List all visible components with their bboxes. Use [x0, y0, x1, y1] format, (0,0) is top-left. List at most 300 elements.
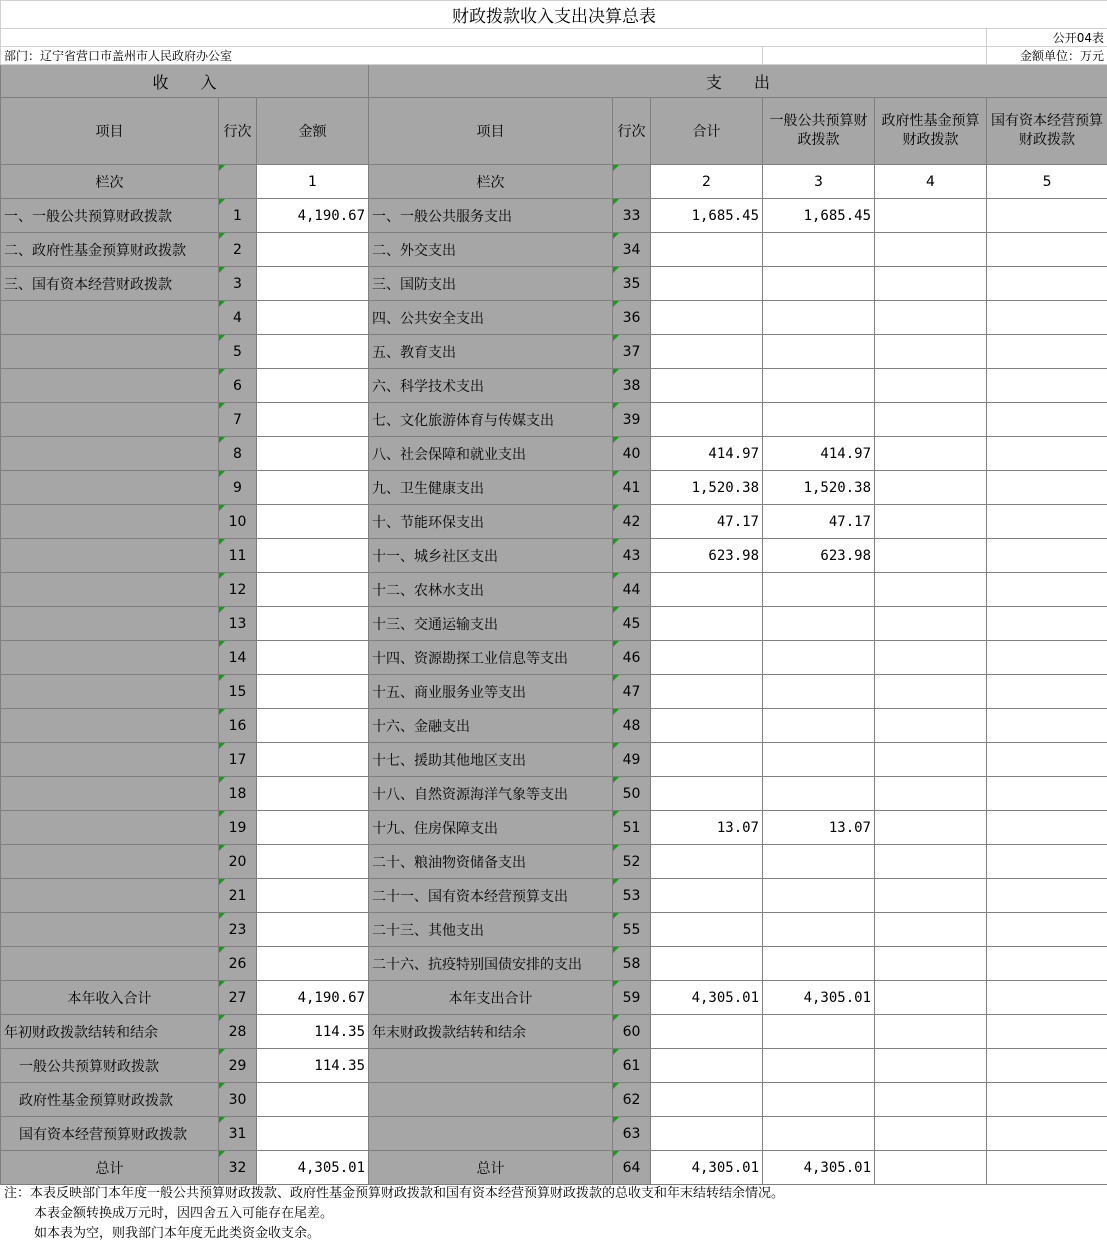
gov-fund-cell — [875, 369, 987, 403]
gov-fund-cell — [875, 845, 987, 879]
summary-row — [1, 1049, 1107, 1083]
income-row-no-cell: 3 — [219, 267, 257, 301]
expense-item-cell: 七、文化旅游体育与传媒支出 — [369, 403, 613, 437]
income-item-cell — [1, 709, 219, 743]
income-amount-cell — [257, 267, 369, 301]
expense-item-header: 项目 — [369, 98, 613, 165]
gov-fund-cell — [875, 607, 987, 641]
summary-expense-item-cell — [369, 1117, 613, 1151]
note-line: 本表金额转换成万元时，因四舍五入可能存在尾差。 — [34, 1206, 334, 1221]
expense-row-no-cell: 39 — [613, 403, 651, 437]
income-row-no-cell: 7 — [219, 403, 257, 437]
general-budget-cell — [763, 845, 875, 879]
summary-expense-item-cell: 总计 — [369, 1151, 613, 1185]
table-row — [1, 267, 1107, 301]
expense-total-cell — [651, 947, 763, 981]
table-row — [1, 777, 1107, 811]
income-item-cell — [1, 845, 219, 879]
expense-total-cell: 13.07 — [651, 811, 763, 845]
expense-row-no-cell: 43 — [613, 539, 651, 573]
summary-income-row-no-cell: 27 — [219, 981, 257, 1015]
summary-gov-fund-cell — [875, 981, 987, 1015]
income-row-no-cell: 11 — [219, 539, 257, 573]
form-code: 公开04表 — [987, 29, 1107, 47]
expense-row-no-cell: 37 — [613, 335, 651, 369]
expense-row-no-cell: 42 — [613, 505, 651, 539]
state-capital-cell — [987, 267, 1107, 301]
expense-total-cell: 1,685.45 — [651, 199, 763, 233]
expense-row-no-cell: 53 — [613, 879, 651, 913]
income-row-no-cell: 18 — [219, 777, 257, 811]
summary-income-item-cell: 总计 — [1, 1151, 219, 1185]
expense-row-no-cell: 41 — [613, 471, 651, 505]
expense-item-cell: 十、节能环保支出 — [369, 505, 613, 539]
summary-total-cell — [651, 1015, 763, 1049]
state-capital-cell — [987, 471, 1107, 505]
state-capital-cell — [987, 743, 1107, 777]
gov-fund-cell — [875, 777, 987, 811]
expense-row-no-cell: 46 — [613, 641, 651, 675]
income-row-no-cell: 2 — [219, 233, 257, 267]
income-row-no-cell: 14 — [219, 641, 257, 675]
expense-row-no-cell: 47 — [613, 675, 651, 709]
income-item-cell — [1, 879, 219, 913]
expense-item-cell: 六、科学技术支出 — [369, 369, 613, 403]
column-index-label: 栏次 — [1, 165, 219, 199]
income-amount-cell — [257, 947, 369, 981]
total-header: 合计 — [651, 98, 763, 165]
notes — [4, 1184, 1104, 1243]
income-item-cell: 二、政府性基金预算财政拨款 — [1, 233, 219, 267]
general-budget-cell — [763, 743, 875, 777]
state-capital-cell — [987, 879, 1107, 913]
income-row-no-cell: 20 — [219, 845, 257, 879]
summary-state-capital-cell — [987, 981, 1107, 1015]
income-amount-cell — [257, 335, 369, 369]
table-row — [1, 369, 1107, 403]
summary-expense-item-cell — [369, 1049, 613, 1083]
expense-item-cell: 二十三、其他支出 — [369, 913, 613, 947]
summary-expense-row-no-cell: 64 — [613, 1151, 651, 1185]
note-line: 如本表为空，则我部门本年度无此类资金收支余。 — [34, 1226, 321, 1241]
expense-row-no-cell: 51 — [613, 811, 651, 845]
income-amount-cell — [257, 437, 369, 471]
summary-gov-fund-cell — [875, 1151, 987, 1185]
state-capital-cell — [987, 233, 1107, 267]
income-item-cell — [1, 335, 219, 369]
expense-item-cell: 一、一般公共服务支出 — [369, 199, 613, 233]
expense-total-cell — [651, 573, 763, 607]
income-item-header: 项目 — [1, 98, 219, 165]
income-row-no-cell: 8 — [219, 437, 257, 471]
summary-state-capital-cell — [987, 1015, 1107, 1049]
expense-row-no-cell: 33 — [613, 199, 651, 233]
state-capital-cell — [987, 811, 1107, 845]
expense-item-cell: 三、国防支出 — [369, 267, 613, 301]
summary-gov-fund-cell — [875, 1049, 987, 1083]
income-item-cell — [1, 811, 219, 845]
expense-item-cell: 十二、农林水支出 — [369, 573, 613, 607]
general-budget-cell — [763, 777, 875, 811]
expense-item-cell: 十一、城乡社区支出 — [369, 539, 613, 573]
summary-expense-row-no-cell: 61 — [613, 1049, 651, 1083]
page-title: 财政拨款收入支出决算总表 — [1, 1, 1107, 29]
income-item-cell — [1, 573, 219, 607]
summary-row — [1, 1083, 1107, 1117]
gov-fund-cell — [875, 199, 987, 233]
summary-expense-item-cell — [369, 1083, 613, 1117]
summary-expense-row-no-cell: 59 — [613, 981, 651, 1015]
income-amount-cell — [257, 913, 369, 947]
state-capital-cell — [987, 913, 1107, 947]
expense-section-header: 支 出 — [369, 65, 1107, 98]
income-row-no-cell: 19 — [219, 811, 257, 845]
state-capital-cell — [987, 539, 1107, 573]
income-amount-cell — [257, 811, 369, 845]
summary-total-cell: 4,305.01 — [651, 981, 763, 1015]
summary-general-budget-cell: 4,305.01 — [763, 981, 875, 1015]
summary-row — [1, 981, 1107, 1015]
income-amount-cell — [257, 675, 369, 709]
table-row — [1, 233, 1107, 267]
income-item-cell — [1, 369, 219, 403]
summary-general-budget-cell — [763, 1049, 875, 1083]
expense-total-cell — [651, 743, 763, 777]
gov-fund-cell — [875, 913, 987, 947]
expense-total-cell — [651, 913, 763, 947]
income-row-no-cell: 10 — [219, 505, 257, 539]
income-section-header: 收 入 — [1, 65, 369, 98]
gov-fund-cell — [875, 233, 987, 267]
expense-row-no-cell: 40 — [613, 437, 651, 471]
summary-general-budget-cell — [763, 1117, 875, 1151]
state-capital-cell — [987, 777, 1107, 811]
income-row-no-cell: 1 — [219, 199, 257, 233]
summary-gov-fund-cell — [875, 1083, 987, 1117]
table-row — [1, 335, 1107, 369]
income-row-no-cell: 26 — [219, 947, 257, 981]
expense-total-cell: 414.97 — [651, 437, 763, 471]
gov-fund-cell — [875, 675, 987, 709]
expense-total-cell — [651, 267, 763, 301]
summary-row — [1, 1151, 1107, 1185]
table-row — [1, 607, 1107, 641]
expense-item-cell: 十六、金融支出 — [369, 709, 613, 743]
expense-total-cell — [651, 641, 763, 675]
table-row — [1, 947, 1107, 981]
summary-income-amount-cell: 4,190.67 — [257, 981, 369, 1015]
income-item-cell — [1, 403, 219, 437]
summary-income-row-no-cell: 29 — [219, 1049, 257, 1083]
summary-income-amount-cell — [257, 1083, 369, 1117]
summary-expense-item-cell: 本年支出合计 — [369, 981, 613, 1015]
gov-fund-cell — [875, 335, 987, 369]
column-index-5: 5 — [987, 165, 1107, 199]
table-row — [1, 437, 1107, 471]
summary-state-capital-cell — [987, 1117, 1107, 1151]
state-capital-header: 国有资本经营预算财政拨款 — [987, 98, 1107, 165]
summary-state-capital-cell — [987, 1151, 1107, 1185]
summary-gov-fund-cell — [875, 1117, 987, 1151]
expense-total-cell — [651, 879, 763, 913]
general-budget-header: 一般公共预算财政拨款 — [763, 98, 875, 165]
gov-fund-cell — [875, 403, 987, 437]
general-budget-cell — [763, 403, 875, 437]
expense-row-no-cell: 58 — [613, 947, 651, 981]
expense-row-no-cell: 38 — [613, 369, 651, 403]
table-row — [1, 539, 1107, 573]
income-item-cell — [1, 607, 219, 641]
note-line: 注：本表反映部门本年度一般公共预算财政拨款、政府性基金预算财政拨款和国有资本经营预算财政拨款的总收支和年末结转结余情况。 — [4, 1186, 785, 1201]
gov-fund-cell — [875, 539, 987, 573]
general-budget-cell: 1,685.45 — [763, 199, 875, 233]
table-row — [1, 811, 1107, 845]
column-index-4: 4 — [875, 165, 987, 199]
summary-total-cell — [651, 1117, 763, 1151]
state-capital-cell — [987, 709, 1107, 743]
income-item-cell — [1, 301, 219, 335]
summary-income-amount-cell: 114.35 — [257, 1015, 369, 1049]
state-capital-cell — [987, 301, 1107, 335]
unit-label: 金额单位：万元 — [987, 47, 1107, 65]
expense-total-cell — [651, 777, 763, 811]
income-amount-cell — [257, 743, 369, 777]
expense-row-no-cell: 55 — [613, 913, 651, 947]
expense-row-no-cell: 50 — [613, 777, 651, 811]
gov-fund-cell — [875, 471, 987, 505]
general-budget-cell: 1,520.38 — [763, 471, 875, 505]
income-amount-cell — [257, 777, 369, 811]
state-capital-cell — [987, 641, 1107, 675]
column-index-1: 1 — [257, 165, 369, 199]
income-row-no-cell: 4 — [219, 301, 257, 335]
gov-fund-cell — [875, 709, 987, 743]
expense-item-cell: 十三、交通运输支出 — [369, 607, 613, 641]
expense-row-no-cell: 35 — [613, 267, 651, 301]
income-amount-cell — [257, 539, 369, 573]
gov-fund-cell — [875, 811, 987, 845]
expense-total-cell — [651, 403, 763, 437]
state-capital-cell — [987, 335, 1107, 369]
state-capital-cell — [987, 573, 1107, 607]
income-row-no-cell: 21 — [219, 879, 257, 913]
state-capital-cell — [987, 845, 1107, 879]
expense-item-cell: 二、外交支出 — [369, 233, 613, 267]
expense-total-cell — [651, 233, 763, 267]
income-row-no-cell: 9 — [219, 471, 257, 505]
general-budget-cell: 13.07 — [763, 811, 875, 845]
summary-total-cell — [651, 1049, 763, 1083]
summary-expense-row-no-cell: 63 — [613, 1117, 651, 1151]
income-item-cell — [1, 641, 219, 675]
gov-fund-cell — [875, 879, 987, 913]
table-row — [1, 743, 1107, 777]
gov-fund-cell — [875, 573, 987, 607]
general-budget-cell — [763, 675, 875, 709]
income-row-no-cell: 16 — [219, 709, 257, 743]
department-label: 部门：辽宁省营口市盖州市人民政府办公室 — [1, 47, 763, 65]
expense-item-cell: 十五、商业服务业等支出 — [369, 675, 613, 709]
state-capital-cell — [987, 505, 1107, 539]
income-item-cell: 三、国有资本经营财政拨款 — [1, 267, 219, 301]
general-budget-cell — [763, 233, 875, 267]
income-row-no-cell: 5 — [219, 335, 257, 369]
table-row — [1, 879, 1107, 913]
expense-row-no-cell: 45 — [613, 607, 651, 641]
general-budget-cell: 623.98 — [763, 539, 875, 573]
income-item-cell — [1, 505, 219, 539]
state-capital-cell — [987, 675, 1107, 709]
table-row — [1, 403, 1107, 437]
expense-row-no-cell: 44 — [613, 573, 651, 607]
state-capital-cell — [987, 199, 1107, 233]
expense-item-cell: 十八、自然资源海洋气象等支出 — [369, 777, 613, 811]
expense-item-cell: 九、卫生健康支出 — [369, 471, 613, 505]
general-budget-cell — [763, 879, 875, 913]
income-amount-cell: 4,190.67 — [257, 199, 369, 233]
gov-fund-cell — [875, 505, 987, 539]
general-budget-cell — [763, 573, 875, 607]
general-budget-cell — [763, 369, 875, 403]
table-row — [1, 505, 1107, 539]
expense-row-no-cell: 49 — [613, 743, 651, 777]
summary-income-amount-cell: 114.35 — [257, 1049, 369, 1083]
income-amount-cell — [257, 301, 369, 335]
state-capital-cell — [987, 607, 1107, 641]
expense-row-no-header: 行次 — [613, 98, 651, 165]
summary-gov-fund-cell — [875, 1015, 987, 1049]
expense-item-cell: 二十一、国有资本经营预算支出 — [369, 879, 613, 913]
income-item-cell — [1, 539, 219, 573]
summary-income-amount-cell: 4,305.01 — [257, 1151, 369, 1185]
expense-total-cell — [651, 845, 763, 879]
summary-general-budget-cell — [763, 1083, 875, 1117]
income-item-cell — [1, 777, 219, 811]
gov-fund-cell — [875, 641, 987, 675]
summary-income-row-no-cell: 31 — [219, 1117, 257, 1151]
general-budget-cell — [763, 913, 875, 947]
income-amount-cell — [257, 709, 369, 743]
summary-row — [1, 1117, 1107, 1151]
table-row — [1, 709, 1107, 743]
expense-total-cell — [651, 301, 763, 335]
income-amount-cell — [257, 879, 369, 913]
expense-total-cell — [651, 335, 763, 369]
general-budget-cell: 414.97 — [763, 437, 875, 471]
column-index-label-expense: 栏次 — [369, 165, 613, 199]
summary-income-row-no-cell: 30 — [219, 1083, 257, 1117]
expense-item-cell: 十四、资源勘探工业信息等支出 — [369, 641, 613, 675]
table-row — [1, 573, 1107, 607]
general-budget-cell — [763, 947, 875, 981]
table-row — [1, 199, 1107, 233]
income-row-no-cell: 15 — [219, 675, 257, 709]
table-row — [1, 301, 1107, 335]
column-index-3: 3 — [763, 165, 875, 199]
income-row-no-cell: 17 — [219, 743, 257, 777]
income-amount-cell — [257, 403, 369, 437]
state-capital-cell — [987, 403, 1107, 437]
gov-fund-cell — [875, 743, 987, 777]
income-amount-cell — [257, 573, 369, 607]
expense-item-cell: 二十、粮油物资储备支出 — [369, 845, 613, 879]
expense-row-no-cell: 36 — [613, 301, 651, 335]
expense-total-cell — [651, 607, 763, 641]
general-budget-cell: 47.17 — [763, 505, 875, 539]
expense-item-cell: 二十六、抗疫特别国债安排的支出 — [369, 947, 613, 981]
income-item-cell: 一、一般公共预算财政拨款 — [1, 199, 219, 233]
summary-income-item-cell: 一般公共预算财政拨款 — [1, 1049, 219, 1083]
income-amount-cell — [257, 369, 369, 403]
income-amount-cell — [257, 607, 369, 641]
general-budget-cell — [763, 267, 875, 301]
general-budget-cell — [763, 607, 875, 641]
summary-row — [1, 1015, 1107, 1049]
income-item-cell — [1, 913, 219, 947]
expense-total-cell — [651, 675, 763, 709]
table-row — [1, 845, 1107, 879]
gov-fund-cell — [875, 301, 987, 335]
summary-state-capital-cell — [987, 1083, 1107, 1117]
expense-total-cell: 47.17 — [651, 505, 763, 539]
general-budget-cell — [763, 709, 875, 743]
expense-item-cell: 四、公共安全支出 — [369, 301, 613, 335]
income-amount-cell — [257, 471, 369, 505]
table-row — [1, 641, 1107, 675]
income-row-no-header: 行次 — [219, 98, 257, 165]
summary-expense-item-cell: 年末财政拨款结转和结余 — [369, 1015, 613, 1049]
general-budget-cell — [763, 301, 875, 335]
income-amount-header: 金额 — [257, 98, 369, 165]
table-row — [1, 675, 1107, 709]
table-row — [1, 471, 1107, 505]
income-item-cell — [1, 675, 219, 709]
summary-state-capital-cell — [987, 1049, 1107, 1083]
income-item-cell — [1, 471, 219, 505]
income-row-no-cell: 6 — [219, 369, 257, 403]
gov-fund-header: 政府性基金预算财政拨款 — [875, 98, 987, 165]
expense-row-no-cell: 34 — [613, 233, 651, 267]
summary-general-budget-cell: 4,305.01 — [763, 1151, 875, 1185]
summary-income-row-no-cell: 32 — [219, 1151, 257, 1185]
general-budget-cell — [763, 335, 875, 369]
expense-item-cell: 十七、援助其他地区支出 — [369, 743, 613, 777]
income-row-no-cell: 23 — [219, 913, 257, 947]
income-item-cell — [1, 437, 219, 471]
summary-expense-row-no-cell: 62 — [613, 1083, 651, 1117]
income-amount-cell — [257, 505, 369, 539]
summary-income-item-cell: 政府性基金预算财政拨款 — [1, 1083, 219, 1117]
state-capital-cell — [987, 369, 1107, 403]
gov-fund-cell — [875, 947, 987, 981]
state-capital-cell — [987, 947, 1107, 981]
income-row-no-cell: 13 — [219, 607, 257, 641]
general-budget-cell — [763, 641, 875, 675]
gov-fund-cell — [875, 437, 987, 471]
table-row — [1, 913, 1107, 947]
summary-general-budget-cell — [763, 1015, 875, 1049]
summary-income-row-no-cell: 28 — [219, 1015, 257, 1049]
gov-fund-cell — [875, 267, 987, 301]
expense-item-cell: 五、教育支出 — [369, 335, 613, 369]
income-item-cell — [1, 947, 219, 981]
summary-income-amount-cell — [257, 1117, 369, 1151]
expense-item-cell: 八、社会保障和就业支出 — [369, 437, 613, 471]
summary-income-item-cell: 国有资本经营预算财政拨款 — [1, 1117, 219, 1151]
state-capital-cell — [987, 437, 1107, 471]
income-item-cell — [1, 743, 219, 777]
expense-total-cell: 623.98 — [651, 539, 763, 573]
